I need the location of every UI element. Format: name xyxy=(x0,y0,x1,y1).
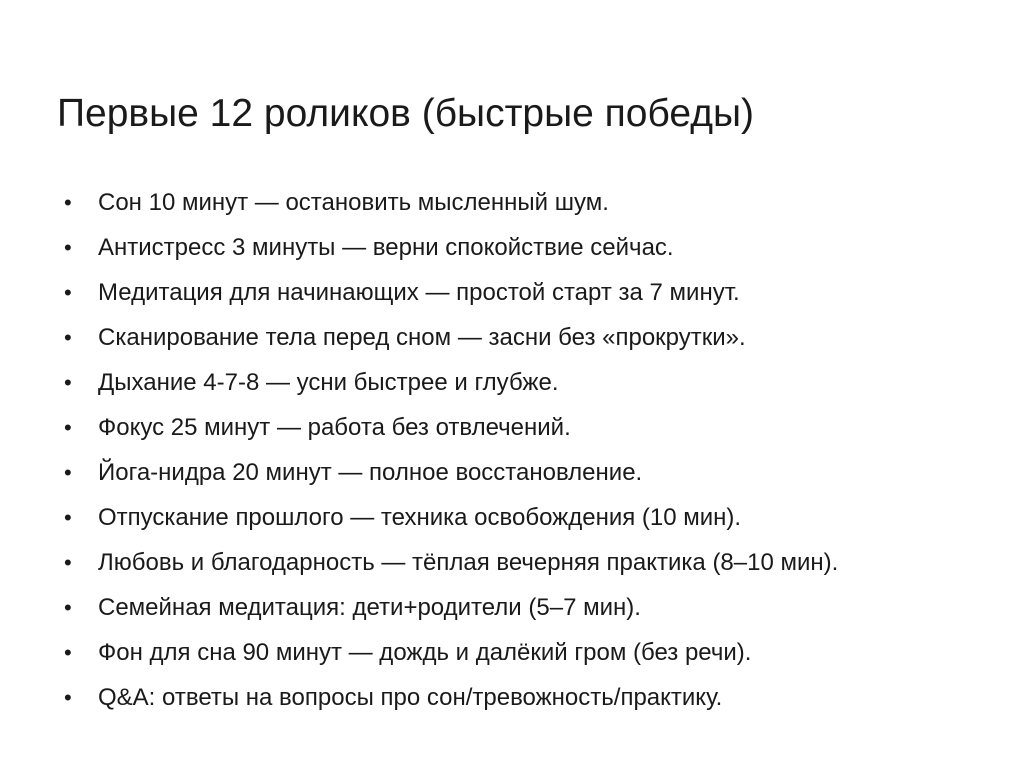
list-item: • Сканирование тела перед сном — засни без «прокрутки». xyxy=(64,315,994,360)
list-item: • Сон 10 минут — остановить мысленный шум. xyxy=(64,180,994,225)
list-item: • Антистресс 3 минуты — верни спокойствие сейчас. xyxy=(64,225,994,270)
list-item: • Фон для сна 90 минут — дождь и далёкий гром (без речи). xyxy=(64,630,994,675)
list-item: • Медитация для начинающих — простой старт за 7 минут. xyxy=(64,270,994,315)
slide-title: Первые 12 роликов (быстрые победы) xyxy=(57,92,754,136)
list-item: • Любовь и благодарность — тёплая вечерняя практика (8–10 мин). xyxy=(64,540,994,585)
list-item: • Дыхание 4-7-8 — усни быстрее и глубже. xyxy=(64,360,994,405)
list-item: • Йога-нидра 20 минут — полное восстановление. xyxy=(64,450,994,495)
list-item: • Отпускание прошлого — техника освобождения (10 мин). xyxy=(64,495,994,540)
list-item: • Q&A: ответы на вопросы про сон/тревожность/практику. xyxy=(64,675,994,720)
list-item: • Фокус 25 минут — работа без отвлечений. xyxy=(64,405,994,450)
bullet-list xyxy=(64,180,994,720)
list-item: • Семейная медитация: дети+родители (5–7 мин). xyxy=(64,585,994,630)
